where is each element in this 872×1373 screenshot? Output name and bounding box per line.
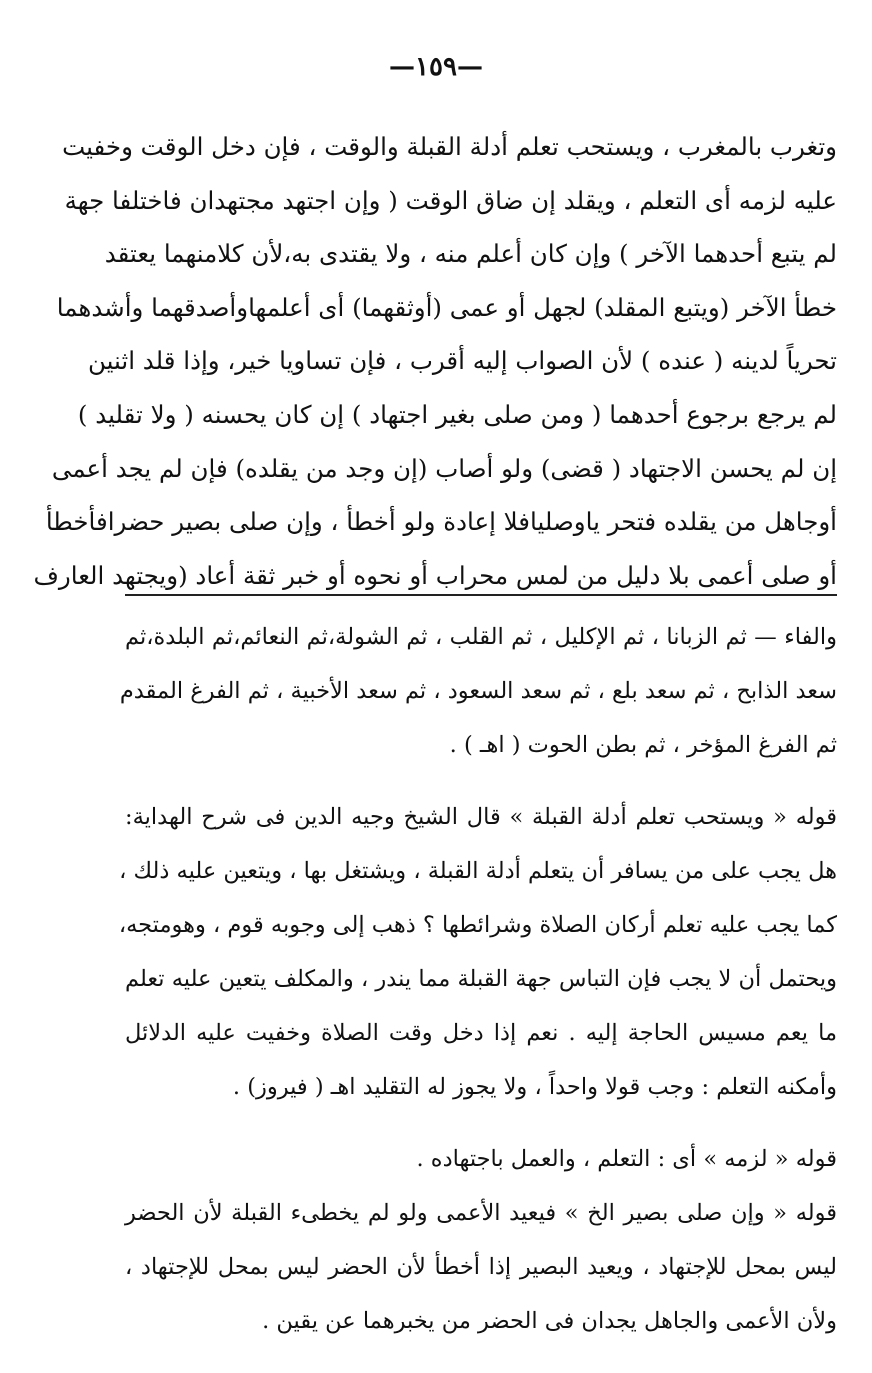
note-line: قوله « ويستحب تعلم أدلة القبلة » قال الشيخ وجيه الدين فى شرح الهداية: bbox=[125, 804, 837, 830]
main-line: لم يرجع برجوع أحدهما ( ومن صلى بغير اجتهاد ) إن كان يحسنه ( ولا تقليد ) bbox=[77, 399, 837, 429]
note-line: قوله « لزمه » أى : التعلم ، والعمل باجتهاده . bbox=[416, 1146, 837, 1172]
note-line: ليس بمحل للإجتهاد ، ويعيد البصير إذا أخطأ لأن الحضر ليس بمحل للإجتهاد ، bbox=[125, 1254, 837, 1280]
note-line: ثم الفرغ المؤخر ، ثم بطن الحوت ( اهـ ) . bbox=[449, 732, 837, 758]
note-line: هل يجب على من يسافر أن يتعلم أدلة القبلة ، ويشتغل بها ، ويتعين عليه ذلك ، bbox=[119, 858, 837, 884]
main-line: إن لم يحسن الاجتهاد ( قضى) ولو أصاب (إن وجد من يقلده) فإن لم يجد أعمى bbox=[51, 453, 837, 483]
main-line: أوجاهل من يقلده فتحر ياوصليافلا إعادة ولو أخطأ ، وإن صلى بصير حضرافأخطأ bbox=[45, 507, 837, 537]
note-line: وأمكنه التعلم : وجب قولا واحداً ، ولا يجوز له التقليد اهـ ( فيروز) . bbox=[232, 1074, 837, 1100]
main-line: لم يتبع أحدهما الآخر ) وإن كان أعلم منه ، ولا يقتدى به،لأن كلامنهما يعتقد bbox=[104, 239, 837, 269]
note-line: سعد الذابح ، ثم سعد بلع ، ثم سعد السعود ، ثم سعد الأخبية ، ثم الفرغ المقدم bbox=[119, 678, 837, 704]
note-line: ويحتمل أن لا يجب فإن التباس جهة القبلة مما يندر ، والمكلف يتعين عليه تعلم bbox=[125, 966, 837, 992]
note-paragraph bbox=[118, 790, 837, 1114]
page-number: —١٥٩— bbox=[389, 52, 483, 82]
note-paragraph bbox=[119, 610, 837, 772]
note-line: ما يعم مسيس الحاجة إليه . نعم إذا دخل وقت الصلاة وخفيت عليه الدلائل bbox=[125, 1020, 837, 1046]
note-paragraph bbox=[125, 1186, 837, 1348]
note-line: ولأن الأعمى والجاهل يجدان فى الحضر من يخبرهما عن يقين . bbox=[262, 1308, 837, 1334]
footnotes bbox=[118, 610, 837, 1348]
note-line: والفاء — ثم الزبانا ، ثم الإكليل ، ثم القلب ، ثم الشولة،ثم النعائم،ثم البلدة،ثم bbox=[125, 624, 837, 650]
main-line: أو صلى أعمى بلا دليل من لمس محراب أو نحوه أو خبر ثقة أعاد (ويجتهد العارف bbox=[33, 560, 837, 590]
main-line: خطأ الآخر (ويتبع المقلد) لجهل أو عمى (أوثقهما) أى أعلمهاوأصدقهما وأشدهما bbox=[56, 292, 837, 322]
note-line: قوله « وإن صلى بصير الخ » فيعيد الأعمى ولو لم يخطىء القبلة لأن الحضر bbox=[125, 1200, 837, 1226]
main-line: عليه لزمه أى التعلم ، ويقلد إن ضاق الوقت ( وإن اجتهد مجتهدان فاختلفا جهة bbox=[64, 185, 837, 215]
note-line: كما يجب عليه تعلم أركان الصلاة وشرائطها ؟ ذهب إلى وجوبه قوم ، وهومتجه، bbox=[118, 912, 837, 938]
main-line: تحرياً لدينه ( عنده ) لأن الصواب إليه أقرب ، فإن تساويا خير، وإذا قلد اثنين bbox=[87, 346, 837, 376]
main-line: وتغرب بالمغرب ، ويستحب تعلم أدلة القبلة والوقت ، فإن دخل الوقت وخفيت bbox=[62, 132, 837, 161]
main-text bbox=[33, 120, 837, 602]
note-paragraph bbox=[125, 1132, 837, 1186]
footnote-divider bbox=[125, 594, 837, 596]
